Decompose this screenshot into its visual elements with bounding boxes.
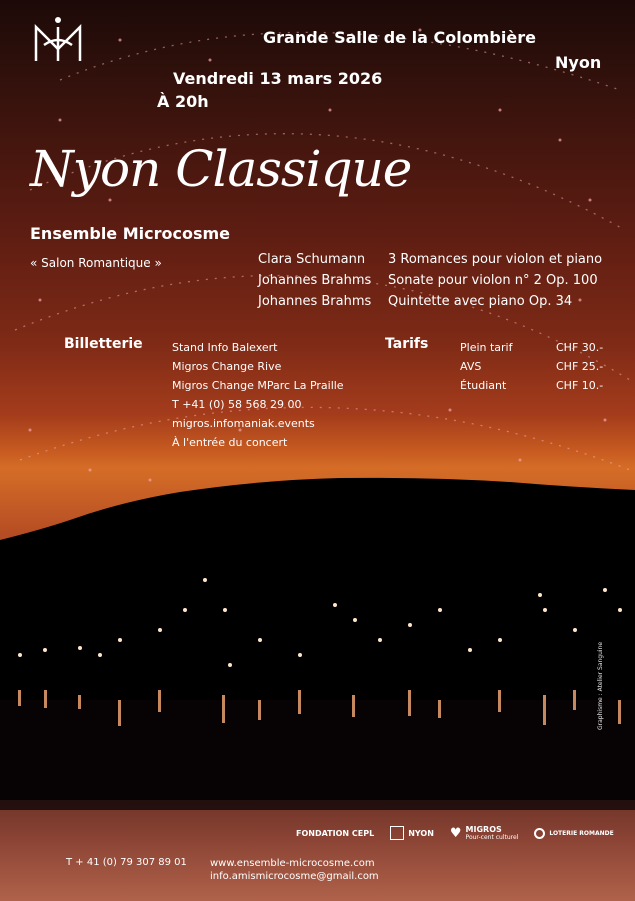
composer: Johannes Brahms [258,273,372,288]
composer: Johannes Brahms [258,294,372,309]
billetterie-item: Stand Info Balexert [172,341,278,354]
sponsor-cepl: FONDATION CEPL [296,828,375,838]
billetterie-item: Migros Change Rive [172,360,282,373]
tarifs-heading: Tarifs [385,336,429,352]
design-credit: Graphisme : Atelier Sanguine [597,641,604,730]
city: Nyon [555,53,602,72]
loterie-logo-icon [534,828,545,839]
billetterie-list [172,338,344,452]
sponsor-loterie: LOTERIE ROMANDE [534,828,613,839]
venue: Grande Salle de la Colombière [263,28,536,47]
tarif-price: CHF 25.- [556,360,604,373]
tarif-price: CHF 30.- [556,341,604,354]
poster-title: Nyon Classique [30,140,412,198]
tarif-label: AVS [460,360,482,373]
tarif-price: CHF 10.- [556,379,604,392]
billetterie-phone: T +41 (0) 58 568 29 00 [172,398,302,411]
program-item [258,273,602,294]
nyon-logo-icon [390,826,404,840]
tarif-row [460,338,603,357]
work: Quintette avec piano Op. 34 [388,294,573,309]
lake-band [0,700,635,810]
tarifs-table [460,338,603,395]
composer: Clara Schumann [258,252,366,267]
sponsor-migros: ♥ MIGROS Pour-cent culturel [449,825,519,841]
contact-phone: T + 41 (0) 79 307 89 01 [66,857,187,868]
program-item [258,294,602,315]
program-subtitle: « Salon Romantique » [30,256,162,270]
concert-date: Vendredi 13 mars 2026 [173,69,383,88]
billetterie-item: À l'entrée du concert [172,436,288,449]
tarif-label: Étudiant [460,379,507,392]
microcosme-logo [30,15,86,65]
billetterie-website: migros.infomaniak.events [172,417,315,430]
tarif-label: Plein tarif [460,341,513,354]
tarif-row [460,376,603,395]
contact-website: www.ensemble-microcosme.com [210,858,375,869]
contact-block [210,857,379,883]
concert-time: À 20h [157,92,209,111]
heart-icon: ♥ [449,825,462,841]
tarif-row [460,357,603,376]
program-list [258,252,602,315]
sponsors-row [296,823,614,843]
contact-email: info.amismicrocosme@gmail.com [210,871,379,882]
ensemble-name: Ensemble Microcosme [30,224,231,243]
work: Sonate pour violon n° 2 Op. 100 [388,273,598,288]
billetterie-item: Migros Change MParc La Praille [172,379,344,392]
program-item [258,252,602,273]
sponsor-nyon: NYON [390,826,434,840]
billetterie-heading: Billetterie [64,336,143,352]
work: 3 Romances pour violon et piano [388,252,603,267]
